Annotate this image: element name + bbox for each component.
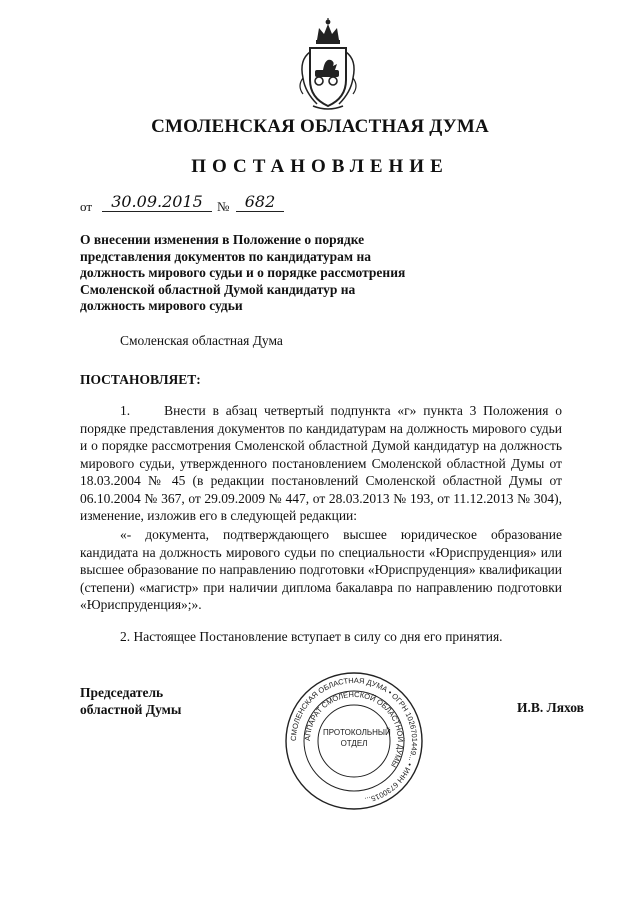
signatory-title [80,684,181,718]
signatory-title-line-2: областной Думы [80,702,182,717]
number-prefix: № [217,199,230,214]
official-stamp [283,670,425,812]
paragraph-quote: «- документа, подтверждающего высшее юридическое образование кандидата на должность мирового судьи по специальности «Юриспруденция» или высшее образование по направлению подготовки «Юриспруденция» квалификации (степени) «магистр» при наличии диплома бакалавра по направлению подготовки «Юриспруденция»;». [80,527,562,612]
signatory-name: И.В. Ляхов [517,700,584,715]
resolve-heading: ПОСТАНОВЛЯЕТ: [80,372,201,387]
date-number-line [80,192,320,216]
document-type: ПОСТАНОВЛЕНИЕ [191,156,449,177]
paragraph-1: 1. Внести в абзац четвертый подпункта «г» пункта 3 Положения о порядке представления документов по кандидатурам на должность мирового судьи и о порядке рассмотрения Смоленской областной Думой кандидатур на должность мирового судьи, утвержденного постановлением Смоленской областной Думы от 18.03.2004 № 45 (в редакции постановлений Смоленской областной Думы от 06.10.2004 № 367, от 29.09.2009 № 447, от 28.03.2013 № 193, от 11.12.2013 № 304), изменение, изложив его в следующей редакции: [80,403,562,523]
signatory-title-line-1: Председатель [80,685,164,700]
stamp-center-text [323,727,391,749]
document-number: 682 [236,192,284,212]
document-date: 30.09.2015 [102,192,212,212]
document-subject: О внесении изменения в Положение о порядке представления документов по кандидатурам на должность мирового судьи и о порядке рассмотрения Смоленской областной Думой кандидатур на должность мирового судьи [80,232,406,313]
stamp-ring-text: СМОЛЕНСКАЯ ОБЛАСТНАЯ ДУМА • ОГРН 1026701449... • ИНН 6730015... [288,675,420,805]
date-prefix: от [80,199,93,214]
stamp-center-line-2: ОТДЕЛ [340,739,368,748]
stamp-inner-text: АППАРАТ СМОЛЕНСКОЙ ОБЛАСТНОЙ ДУМЫ [302,689,406,769]
stamp-center-line-1: ПРОТОКОЛЬНЫЙ [323,728,391,737]
org-title: СМОЛЕНСКАЯ ОБЛАСТНАЯ ДУМА [151,116,489,137]
paragraph-2: 2. Настоящее Постановление вступает в силу со дня его принятия. [120,629,503,644]
issuing-body-line: Смоленская областная Дума [120,333,283,348]
smolensk-coat-of-arms-icon [295,18,361,114]
